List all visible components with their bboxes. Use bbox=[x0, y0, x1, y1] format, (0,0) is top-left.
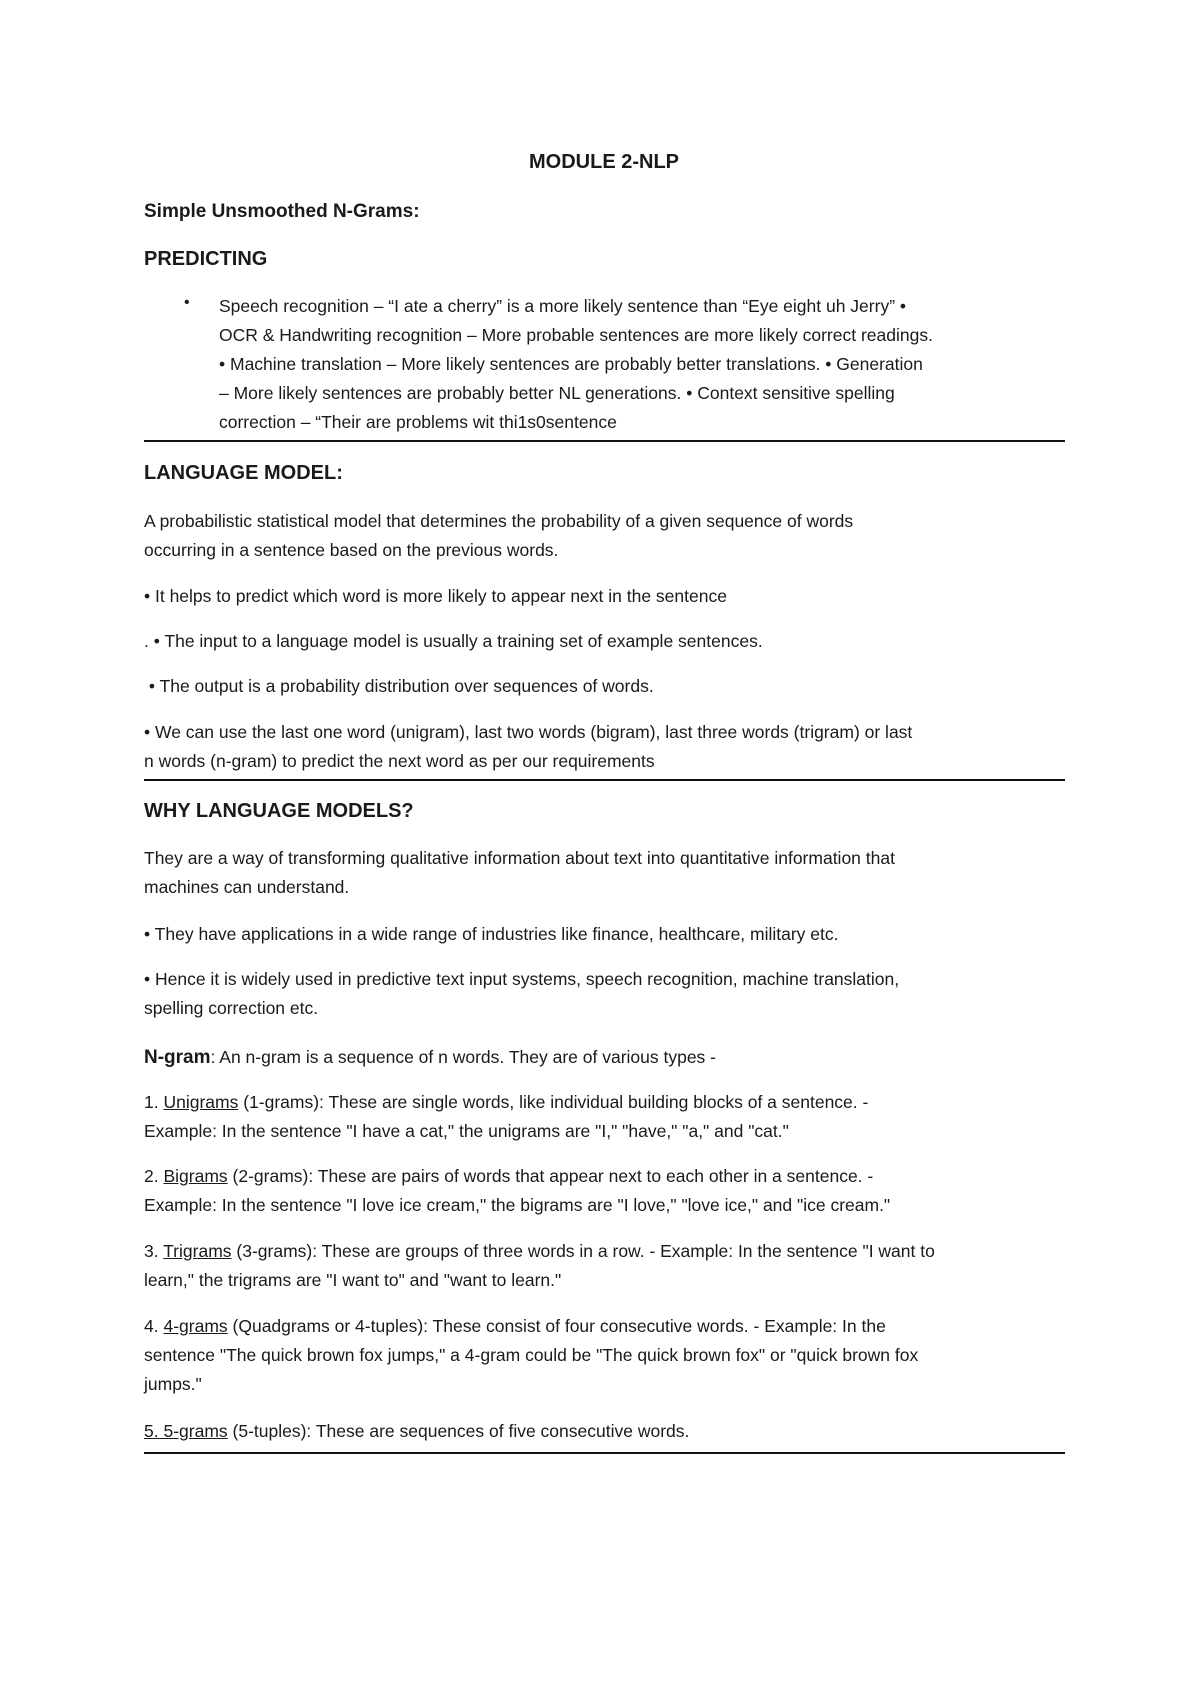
section-heading-why: WHY LANGUAGE MODELS? bbox=[144, 800, 414, 822]
text-line: sentence "The quick brown fox jumps," a 4-gram could be "The quick brown fox" or "quick brown fox bbox=[144, 1345, 919, 1365]
section-divider bbox=[144, 440, 1065, 442]
text-line: spelling correction etc. bbox=[144, 998, 319, 1018]
item-number: 4. bbox=[144, 1316, 164, 1336]
text-line: – More likely sentences are probably better NL generations. • Context sensitive spelling bbox=[219, 383, 895, 403]
section-heading-language-model: LANGUAGE MODEL: bbox=[144, 462, 343, 484]
text-line: A probabilistic statistical model that determines the probability of a given sequence of words bbox=[144, 511, 854, 531]
text-line: Example: In the sentence "I love ice cream," the bigrams are "I love," "love ice," and "ice cream." bbox=[144, 1195, 891, 1215]
item-text: (5-tuples): These are sequences of five consecutive words. bbox=[227, 1421, 690, 1441]
subtitle: Simple Unsmoothed N-Grams: bbox=[144, 201, 420, 222]
text-line: n words (n-gram) to predict the next word as per our requirements bbox=[144, 751, 655, 771]
bullet-paragraph: • The output is a probability distribution over sequences of words. bbox=[144, 676, 654, 696]
text-line: OCR & Handwriting recognition – More probable sentences are more likely correct readings. bbox=[219, 325, 933, 345]
ngram-definition-text: : An n-gram is a sequence of n words. They are of various types - bbox=[210, 1047, 716, 1067]
item-term: Unigrams bbox=[163, 1092, 239, 1112]
text-line: occurring in a sentence based on the previous words. bbox=[144, 540, 559, 560]
section-divider bbox=[144, 1452, 1065, 1454]
item-text: (3-grams): These are groups of three words in a row. - Example: In the sentence "I want to bbox=[231, 1241, 935, 1261]
text-line: correction – “Their are problems wit thi1s0sentence bbox=[219, 412, 617, 432]
text-line: • Hence it is widely used in predictive text input systems, speech recognition, machine translation, bbox=[144, 969, 900, 989]
ngram-item-2 bbox=[144, 1162, 1064, 1220]
text-line: Speech recognition – “I ate a cherry” is a more likely sentence than “Eye eight uh Jerry” • bbox=[219, 296, 907, 316]
text-line: • We can use the last one word (unigram), last two words (bigram), last three words (trigram) or last bbox=[144, 722, 913, 742]
predicting-paragraph bbox=[219, 292, 1064, 437]
ngram-item-5 bbox=[144, 1417, 1064, 1446]
item-term: Bigrams bbox=[163, 1166, 228, 1186]
bullet-paragraph: • It helps to predict which word is more likely to appear next in the sentence bbox=[144, 586, 727, 606]
ngram-item-3 bbox=[144, 1237, 1064, 1295]
ngram-item-4 bbox=[144, 1312, 1064, 1399]
item-number: 3. bbox=[144, 1241, 164, 1261]
text-line: learn," the trigrams are "I want to" and "want to learn." bbox=[144, 1270, 562, 1290]
document-title: MODULE 2-NLP bbox=[529, 151, 679, 173]
section-heading-predicting: PREDICTING bbox=[144, 248, 268, 270]
item-number: 2. bbox=[144, 1166, 164, 1186]
ngram-item-1 bbox=[144, 1088, 1064, 1146]
item-number: 1. bbox=[144, 1092, 164, 1112]
bullet-paragraph: • They have applications in a wide range of industries like finance, healthcare, military etc. bbox=[144, 924, 839, 944]
item-text: (2-grams): These are pairs of words that appear next to each other in a sentence. - bbox=[227, 1166, 874, 1186]
item-text: (Quadgrams or 4-tuples): These consist of four consecutive words. - Example: In the bbox=[227, 1316, 886, 1336]
bullet-paragraph bbox=[144, 965, 1064, 1023]
item-term: 4-grams bbox=[163, 1316, 228, 1336]
bullet-paragraph bbox=[144, 718, 1064, 776]
why-intro bbox=[144, 844, 1064, 902]
bullet-marker: • bbox=[184, 294, 190, 311]
text-line: machines can understand. bbox=[144, 877, 350, 897]
item-term: 5-grams bbox=[163, 1421, 228, 1441]
bullet-paragraph: . • The input to a language model is usually a training set of example sentences. bbox=[144, 631, 763, 651]
ngram-label: N-gram bbox=[144, 1047, 211, 1068]
text-line: They are a way of transforming qualitative information about text into quantitative information that bbox=[144, 848, 895, 868]
item-term: Trigrams bbox=[163, 1241, 232, 1261]
ngram-definition bbox=[144, 1043, 1064, 1072]
text-line: • Machine translation – More likely sentences are probably better translations. • Generation bbox=[219, 354, 923, 374]
text-line: jumps." bbox=[144, 1374, 202, 1394]
section-divider bbox=[144, 779, 1065, 781]
item-text: (1-grams): These are single words, like individual building blocks of a sentence. - bbox=[238, 1092, 869, 1112]
language-model-intro bbox=[144, 507, 1064, 565]
text-line: Example: In the sentence "I have a cat," the unigrams are "I," "have," "a," and "cat." bbox=[144, 1121, 789, 1141]
item-number: 5. bbox=[144, 1421, 164, 1441]
